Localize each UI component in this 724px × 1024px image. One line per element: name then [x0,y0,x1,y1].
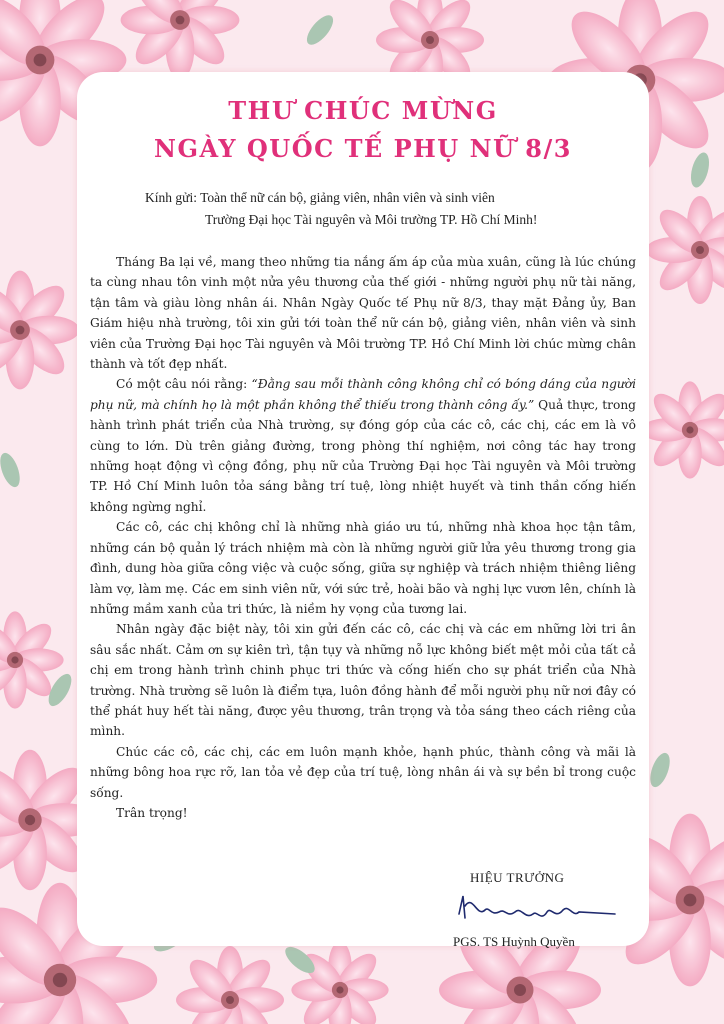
paragraph-2 [90,374,636,517]
signature-role: HIỆU TRƯỞNG [470,870,565,885]
handwritten-signature [455,888,620,928]
title-line-2: NGÀY QUỐC TẾ PHỤ NỮ 8/3 [154,134,572,163]
paragraph-2-intro: Có một câu nói rằng: [116,377,252,392]
title-line-1: THƯ CHÚC MỪNG [228,96,498,125]
letter-body [90,252,636,823]
greeting-line-2: Trường Đại học Tài nguyên và Môi trường TP. Hồ Chí Minh! [205,212,538,227]
quote-text: “Đằng sau mỗi thành công không chỉ có bóng dáng của người phụ nữ, mà chính họ là một phần không thể thiếu trong thành công ấy.” [90,377,636,412]
paragraph-5: Chúc các cô, các chị, các em luôn mạnh khỏe, hạnh phúc, thành công và mãi là những bông hoa rực rỡ, lan tỏa vẻ đẹp của trí tuệ, lòng nhân ái và sự bền bỉ trong cuộc sống. [90,744,636,800]
paragraph-1: Tháng Ba lại về, mang theo những tia nắng ấm áp của mùa xuân, cũng là lúc chúng ta cùng nhau tôn vinh một nửa yêu thương của thế giới - những người phụ nữ tài năng, tận tâm và giàu lòng nhân ái. Nhân Ngày Quốc tế Phụ nữ 8/3, thay mặt Đảng ủy, Ban Giám hiệu nhà trường, tôi xin gửi tới toàn thể nữ cán bộ, giảng viên, nhân viên và sinh viên của Trường Đại học Tài nguyên và Môi trường TP. Hồ Chí Minh lời chúc mừng chân thành và tốt đẹp nhất. [90,255,636,372]
signer-name: PGS. TS Huỳnh Quyền [453,934,575,949]
paragraph-4: Nhân ngày đặc biệt này, tôi xin gửi đến các cô, các chị và các em những lời tri ân sâu sắc nhất. Cảm ơn sự kiên trì, tận tụy và những nỗ lực không biết mệt mỏi của tất cả chị em trong hành trình chinh phục tri thức và cống hiến cho sự phát triển của Nhà trường. Nhà trường sẽ luôn là điểm tựa, luôn đồng hành để mỗi người phụ nữ nơi đây có thể phát huy hết tài năng, được yêu thương, trân trọng và tỏa sáng theo cách riêng của mình. [90,622,636,739]
greeting-line-1: Kính gửi: Toàn thể nữ cán bộ, giảng viên, nhân viên và sinh viên [145,190,495,205]
paragraph-closing: Trân trọng! [116,805,188,820]
paragraph-2-rest: Quả thực, trong hành trình phát triển của Nhà trường, sự đóng góp của các cô, các chị, các em là vô cùng to lớn. Dù trên giảng đường, trong phòng thí nghiệm, nơi công tác hay trong những hoạt động vì cộng đồng, phụ nữ của Trường Đại học Tài nguyên và Môi trường TP. Hồ Chí Minh luôn tỏa sáng bằng trí tuệ, lòng nhiệt huyết và tinh thần cống hiến không ngừng nghỉ. [90,397,636,514]
paragraph-3: Các cô, các chị không chỉ là những nhà giáo ưu tú, những nhà khoa học tận tâm, những cán bộ quản lý trách nhiệm mà còn là những người giữ lửa yêu thương trong gia đình, dung hòa giữa công việc và cuộc sống, giữa sự nghiệp và trách nhiệm thiêng liêng làm vợ, làm mẹ. Các em sinh viên nữ, với sức trẻ, hoài bão và nghị lực vươn lên, chính là những mầm xanh của tri thức, là niềm hy vọng của tương lai. [90,520,636,616]
